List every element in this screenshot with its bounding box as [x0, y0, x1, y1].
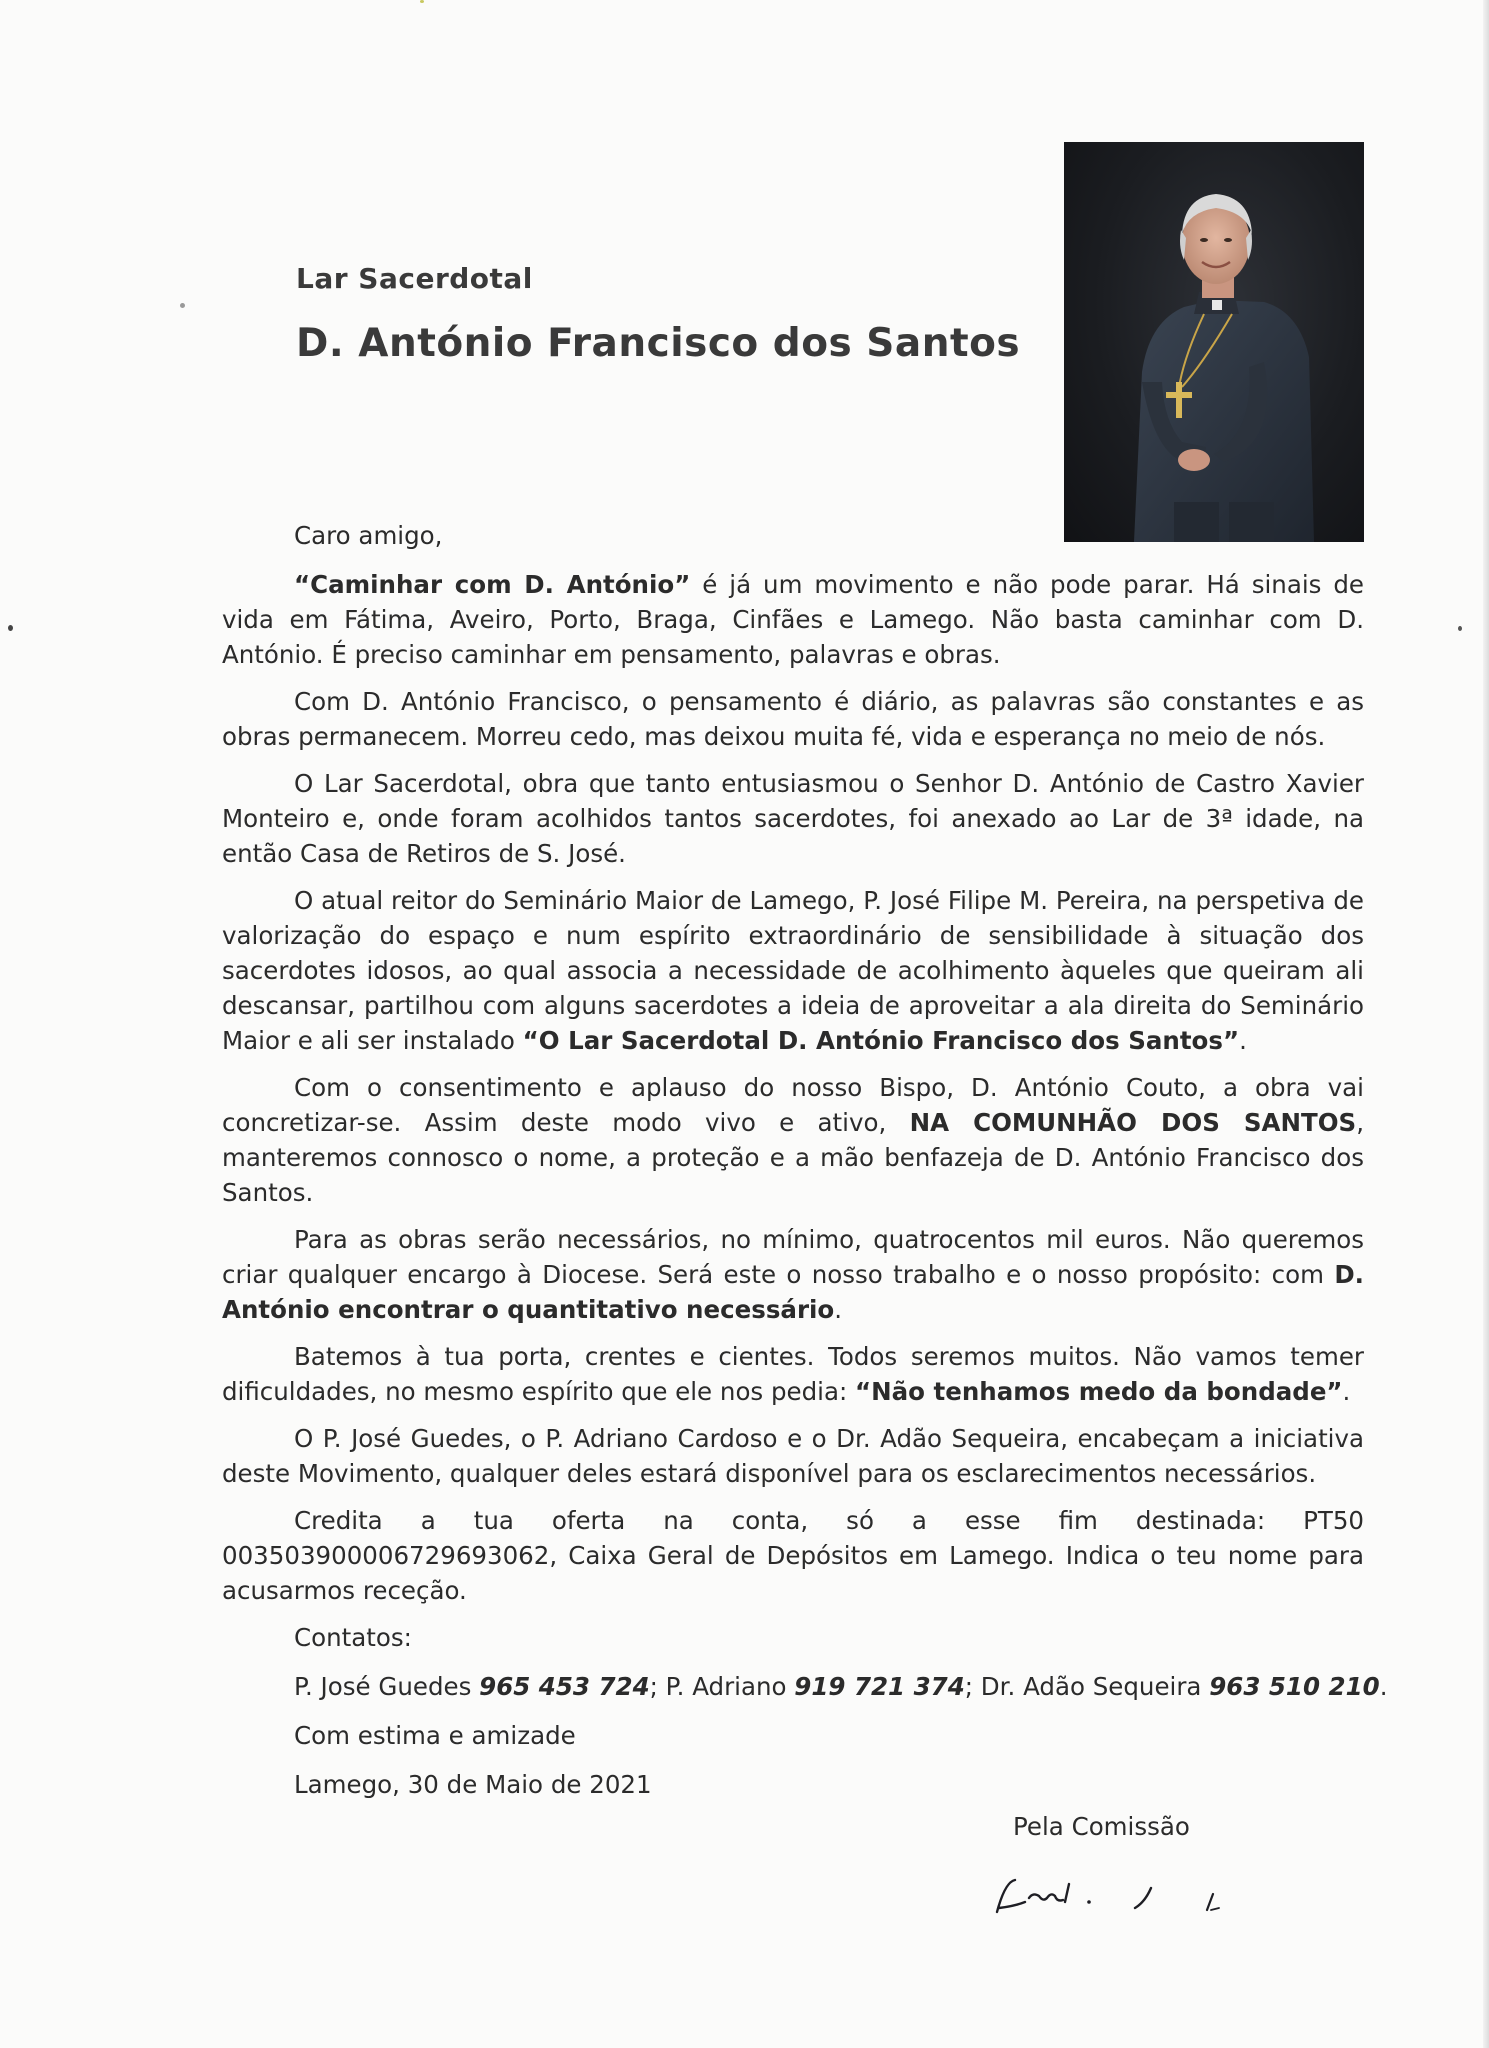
signoff: Pela Comissão — [1013, 1812, 1190, 1841]
paragraph-4-text: O atual reitor do Seminário Maior de Lamego, P. José Filipe M. Pereira, na perspetiva de valorização do espaço e num espírito extraordinário de sensibilidade à situação dos sacerdotes idosos, ao qual associa a necessidade de acolhimento àqueles que queiram ali descansar, partilhou com alguns sacerdotes a ideia de aproveitar a ala direita do Seminário Maior e ali ser instalado — [222, 886, 1364, 1055]
contact-phone-2: 919 721 374 — [794, 1672, 965, 1701]
paragraph-1 — [222, 567, 1364, 672]
paragraph-4-bold: “O Lar Sacerdotal D. António Francisco dos Santos” — [522, 1026, 1240, 1055]
paragraph-7-end: . — [1342, 1377, 1351, 1406]
contact-phone-3: 963 510 210 — [1209, 1672, 1380, 1701]
contacts-label: Contatos: — [294, 1623, 412, 1652]
contacts-end: . — [1379, 1672, 1388, 1701]
portrait-illustration — [1064, 142, 1364, 542]
handwritten-signature — [985, 1862, 1265, 1936]
paragraph-4-end: . — [1239, 1026, 1247, 1055]
paragraph-5 — [222, 1070, 1364, 1210]
greeting: Caro amigo, — [294, 521, 443, 550]
letterhead-subtitle: Lar Sacerdotal — [296, 262, 533, 295]
place-date: Lamego, 30 de Maio de 2021 — [294, 1770, 652, 1799]
contact-name-1: P. José Guedes — [294, 1672, 480, 1701]
paragraph-1-bold: “Caminhar com D. António” — [294, 570, 691, 599]
scan-speck — [1458, 626, 1462, 631]
page-edge — [1483, 0, 1489, 2048]
paragraph-6-text: Para as obras serão necessários, no mínimo, quatrocentos mil euros. Não queremos criar qualquer encargo à Diocese. Será este o nosso trabalho e o nosso propósito: com — [222, 1225, 1364, 1289]
paragraph-7-bold: “Não tenhamos medo da bondade” — [855, 1377, 1343, 1406]
paragraph-5-bold: NA COMUNHÃO DOS SANTOS — [909, 1108, 1357, 1137]
paragraph-6-end: . — [834, 1295, 843, 1324]
paragraph-3: O Lar Sacerdotal, obra que tanto entusiasmou o Senhor D. António de Castro Xavier Monteiro e, onde foram acolhidos tantos sacerdotes, foi anexado ao Lar de 3ª idade, na então Casa de Retiros de S. José. — [222, 769, 1364, 868]
contact-phone-1: 965 453 724 — [479, 1672, 650, 1701]
paragraph-5-text: Com o consentimento e aplauso do nosso Bispo, D. António Couto, a obra vai concretizar-se. Assim deste modo vivo e ativo, — [222, 1073, 1364, 1137]
paragraph-2: Com D. António Francisco, o pensamento é diário, as palavras são constantes e as obras permanecem. Morreu cedo, mas deixou muita fé, vida e esperança no meio de nós. — [222, 687, 1364, 751]
paragraph-8: O P. José Guedes, o P. Adriano Cardoso e o Dr. Adão Sequeira, encabeçam a iniciativa deste Movimento, qualquer deles estará disponível para os esclarecimentos necessários. — [222, 1424, 1364, 1488]
closing: Com estima e amizade — [294, 1721, 576, 1750]
paragraph-5-end: , manteremos connosco o nome, a proteção e a mão benfazeja de D. António Francisco dos Santos. — [222, 1108, 1364, 1207]
paragraph-9: Credita a tua oferta na conta, só a esse fim destinada: PT50 003503900006729693062, Caixa Geral de Depósitos em Lamego. Indica o teu nome para acusarmos receção. — [222, 1506, 1364, 1605]
paragraph-7-text: Batemos à tua porta, crentes e cientes. Todos seremos muitos. Não vamos temer dificuldades, no mesmo espírito que ele nos pedia: — [222, 1342, 1364, 1406]
letterhead — [296, 262, 1020, 366]
contact-name-2: ; P. Adriano — [649, 1672, 795, 1701]
paragraph-4 — [222, 883, 1364, 1058]
scan-speck — [180, 303, 185, 308]
paragraph-1-text: é já um movimento e não pode parar. Há sinais de vida em Fátima, Aveiro, Porto, Braga, Cinfães e Lamego. Não basta caminhar com D. António. É preciso caminhar em pensamento, palavras e obras. — [222, 570, 1364, 669]
contacts-line — [222, 1669, 1388, 1704]
portrait-photo — [1064, 142, 1364, 542]
scan-speck — [8, 625, 13, 631]
letterhead-title: D. António Francisco dos Santos — [296, 321, 1021, 366]
letter-body — [222, 518, 1388, 1816]
paragraph-7 — [222, 1339, 1364, 1409]
contact-name-3: ; Dr. Adão Sequeira — [964, 1672, 1210, 1701]
paragraph-6 — [222, 1222, 1364, 1327]
signature-strokes — [985, 1862, 1265, 1932]
paragraph-6-bold: D. António encontrar o quantitativo necessário — [222, 1260, 1364, 1324]
scan-speck — [420, 0, 424, 3]
